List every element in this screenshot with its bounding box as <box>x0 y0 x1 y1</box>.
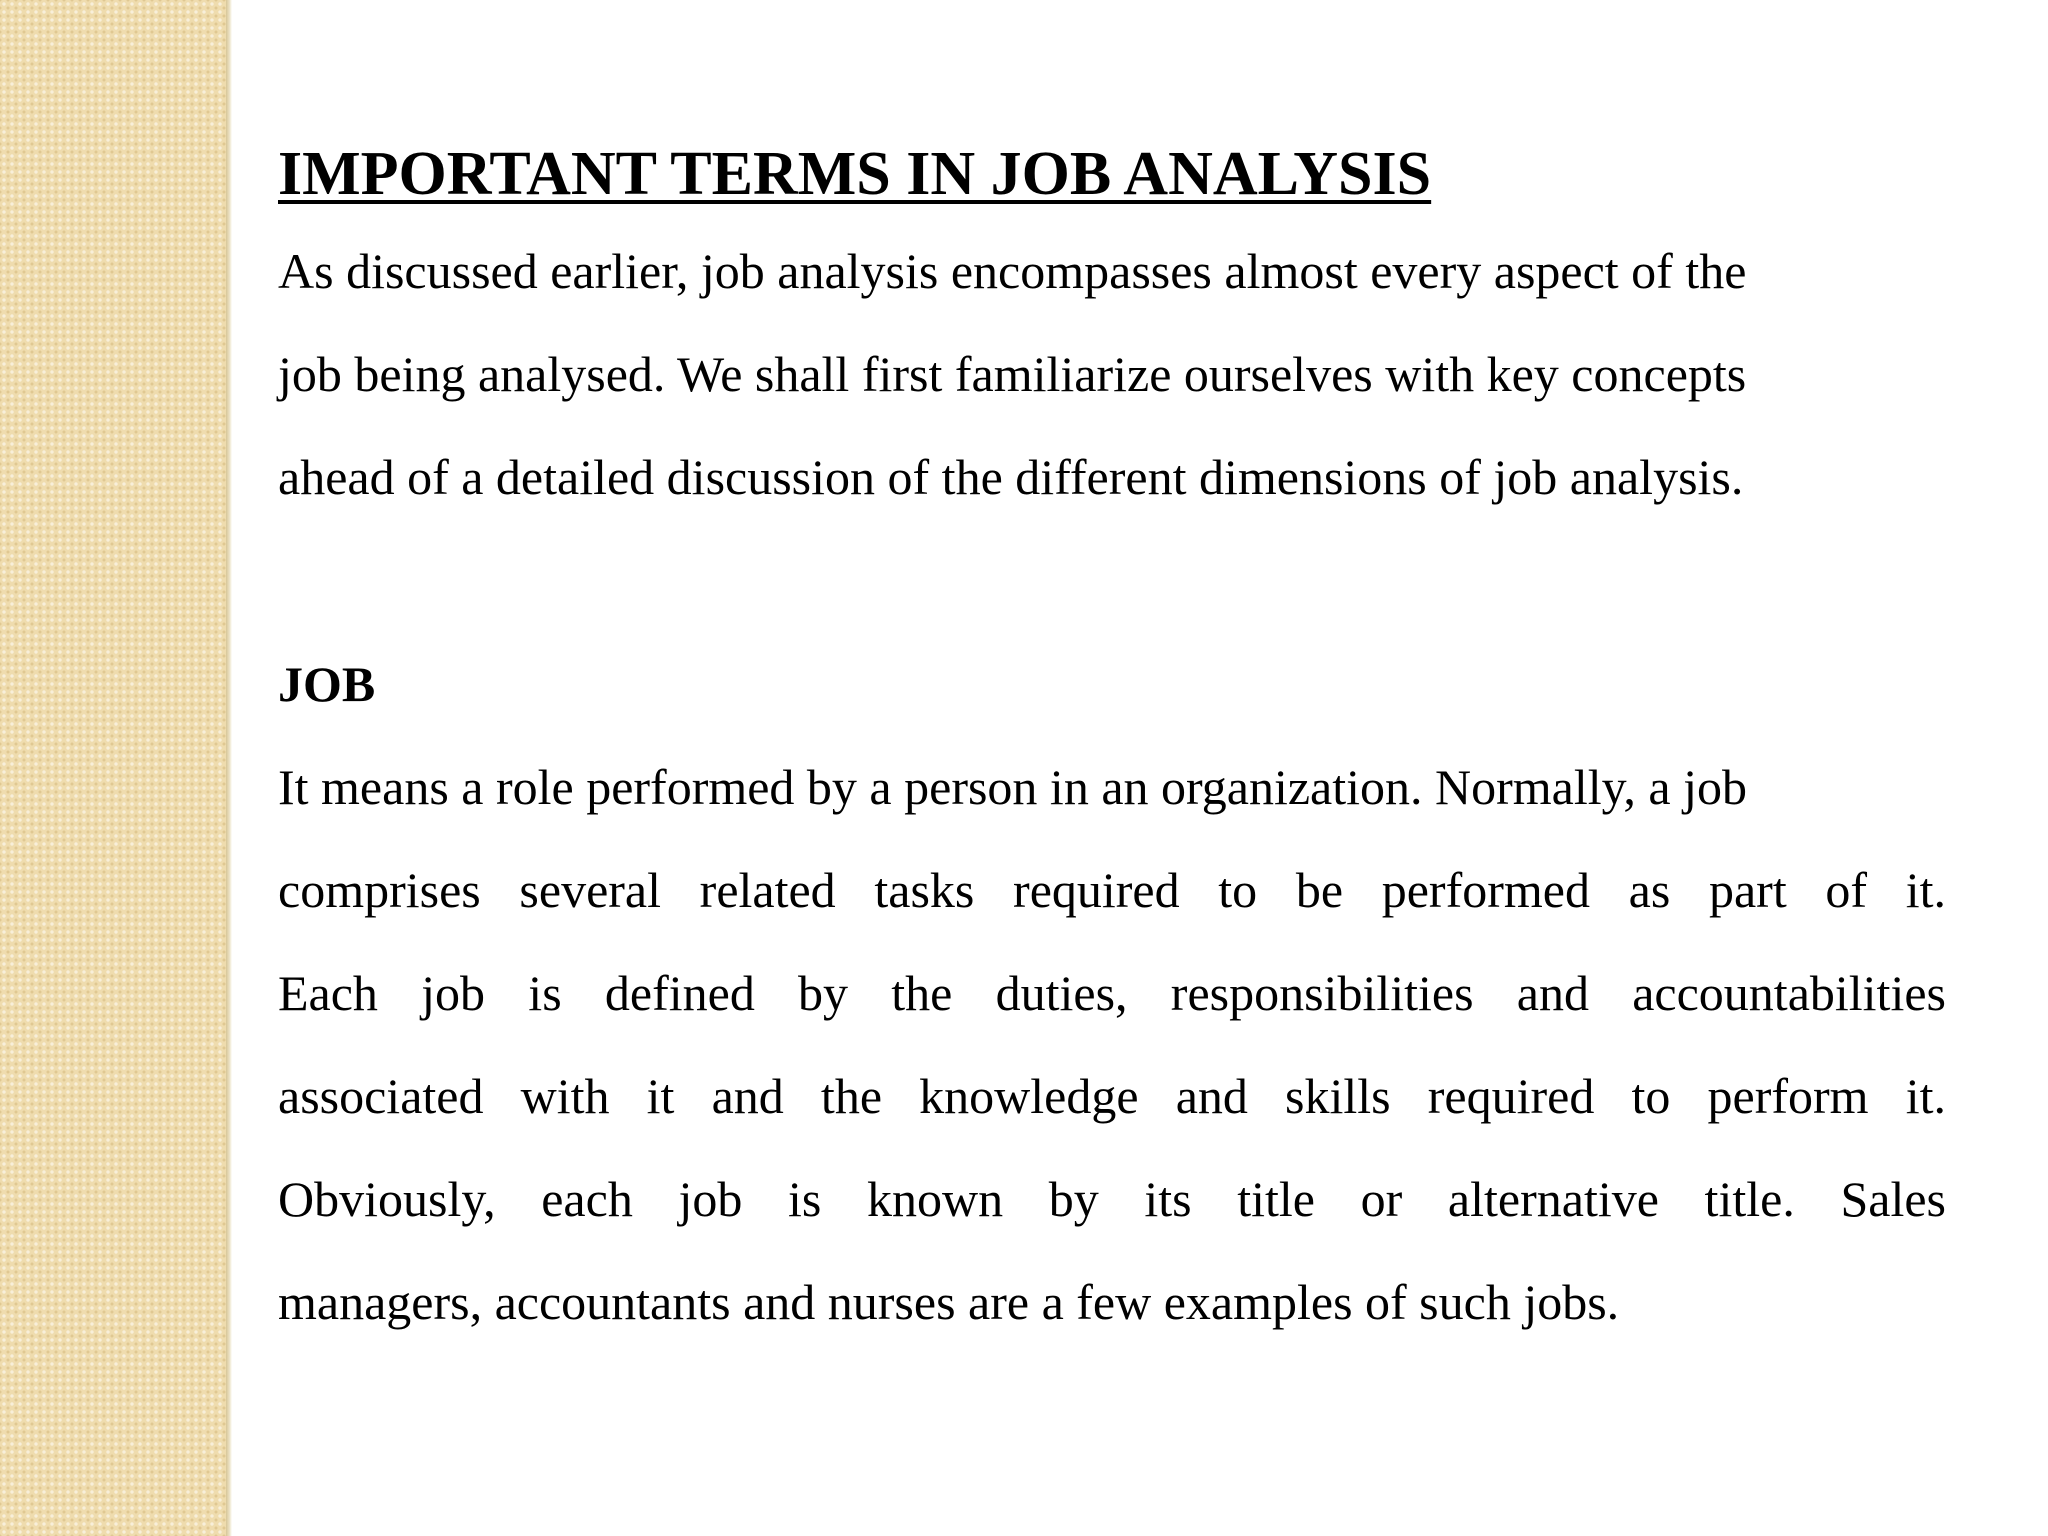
intro-paragraph <box>278 220 1968 529</box>
job-definition-paragraph <box>278 736 1946 1354</box>
decorative-side-band <box>0 0 226 1536</box>
intro-line: As discussed earlier, job analysis encompasses almost every aspect of the <box>278 243 1747 299</box>
intro-line: job being analysed. We shall first familiarize ourselves with key concepts <box>278 346 1747 402</box>
job-definition-line: managers, accountants and nurses are a few examples of such jobs. <box>278 1274 1620 1330</box>
slide-heading: IMPORTANT TERMS IN JOB ANALYSIS <box>278 140 1432 208</box>
job-definition-line: comprises several related tasks required to be performed as part of it. <box>278 862 1946 918</box>
job-definition-line: It means a role performed by a person in an organization. Normally, a job <box>278 759 1747 815</box>
job-definition-line: Obviously, each job is known by its title or alternative title. Sales <box>278 1171 1946 1227</box>
job-definition-line: Each job is defined by the duties, responsibilities and accountabilities <box>278 965 1946 1021</box>
intro-line: ahead of a detailed discussion of the different dimensions of job analysis. <box>278 449 1744 505</box>
slide-content <box>278 128 1968 1354</box>
job-definition-line: associated with it and the knowledge and skills required to perform it. <box>278 1068 1946 1124</box>
side-band-shadow <box>226 0 232 1536</box>
job-section-title: JOB <box>278 656 376 712</box>
